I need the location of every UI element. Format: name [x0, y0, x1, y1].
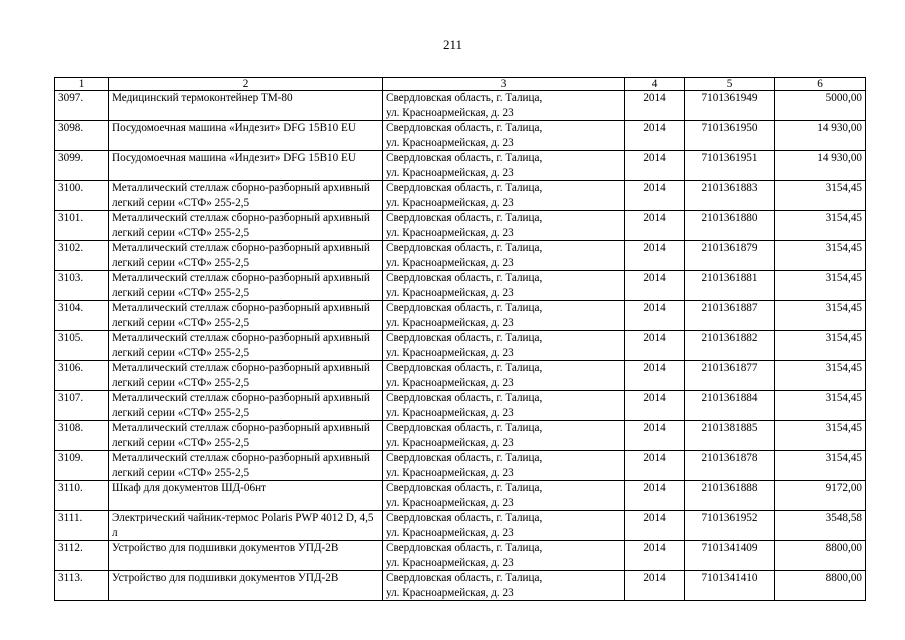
row-number: 3102. [55, 241, 109, 271]
item-name: Металлический стеллаж сборно-разборный архивный легкий серии «СТФ» 255-2,5 [109, 271, 383, 301]
inventory-number: 2101361883 [685, 181, 775, 211]
item-cost: 3154,45 [775, 271, 866, 301]
table-row [55, 181, 866, 211]
item-address [383, 211, 625, 241]
item-cost: 8800,00 [775, 541, 866, 571]
item-cost: 3154,45 [775, 391, 866, 421]
item-cost: 3154,45 [775, 361, 866, 391]
item-cost: 9172,00 [775, 481, 866, 511]
row-number: 3113. [55, 571, 109, 601]
address-line-2: ул. Красноармейская, д. 23 [386, 376, 514, 389]
address-line-1: Свердловская область, г. Талица, [386, 302, 543, 314]
item-address [383, 121, 625, 151]
inventory-number: 7101361949 [685, 91, 775, 121]
item-year: 2014 [625, 571, 685, 601]
address-line-1: Свердловская область, г. Талица, [386, 572, 543, 584]
item-year: 2014 [625, 451, 685, 481]
item-name: Медицинский термоконтейнер ТМ-80 [109, 91, 383, 121]
address-line-2: ул. Красноармейская, д. 23 [386, 136, 514, 149]
table-row [55, 391, 866, 421]
item-year: 2014 [625, 271, 685, 301]
address-line-2: ул. Красноармейская, д. 23 [386, 346, 514, 359]
address-line-2: ул. Красноармейская, д. 23 [386, 466, 514, 479]
property-registry-table [54, 77, 866, 601]
inventory-number: 2101361888 [685, 481, 775, 511]
item-year: 2014 [625, 91, 685, 121]
table-row [55, 571, 866, 601]
item-year: 2014 [625, 421, 685, 451]
inventory-number: 2101361884 [685, 391, 775, 421]
address-line-1: Свердловская область, г. Талица, [386, 332, 543, 344]
table-row [55, 301, 866, 331]
item-year: 2014 [625, 481, 685, 511]
item-name: Электрический чайник-термос Polaris PWP 4012 D, 4,5 л [109, 511, 383, 541]
address-line-2: ул. Красноармейская, д. 23 [386, 256, 514, 269]
item-address [383, 151, 625, 181]
item-cost: 8800,00 [775, 571, 866, 601]
column-header-6: 6 [775, 78, 866, 91]
item-name: Металлический стеллаж сборно-разборный архивный легкий серии «СТФ» 255-2,5 [109, 241, 383, 271]
column-header-5: 5 [685, 78, 775, 91]
inventory-number: 7101361951 [685, 151, 775, 181]
table-row [55, 91, 866, 121]
row-number: 3109. [55, 451, 109, 481]
item-address [383, 391, 625, 421]
inventory-number: 2101361880 [685, 211, 775, 241]
address-line-1: Свердловская область, г. Талица, [386, 392, 543, 404]
column-header-3: 3 [383, 78, 625, 91]
address-line-2: ул. Красноармейская, д. 23 [386, 436, 514, 449]
inventory-number: 7101361950 [685, 121, 775, 151]
table-row [55, 241, 866, 271]
item-cost: 3548,58 [775, 511, 866, 541]
table-row [55, 481, 866, 511]
address-line-1: Свердловская область, г. Талица, [386, 422, 543, 434]
address-line-2: ул. Красноармейская, д. 23 [386, 586, 514, 599]
item-year: 2014 [625, 181, 685, 211]
address-line-2: ул. Красноармейская, д. 23 [386, 196, 514, 209]
table-row [55, 151, 866, 181]
inventory-number: 2101361882 [685, 331, 775, 361]
table-row [55, 211, 866, 241]
item-address [383, 451, 625, 481]
item-name: Устройство для подшивки документов УПД-2В [109, 571, 383, 601]
address-line-1: Свердловская область, г. Талица, [386, 272, 543, 284]
item-cost: 3154,45 [775, 181, 866, 211]
item-name: Шкаф для документов ШД-06нт [109, 481, 383, 511]
item-name: Металлический стеллаж сборно-разборный архивный легкий серии «СТФ» 255-2,5 [109, 181, 383, 211]
table-row [55, 271, 866, 301]
item-name: Металлический стеллаж сборно-разборный архивный легкий серии «СТФ» 255-2,5 [109, 451, 383, 481]
column-header-4: 4 [625, 78, 685, 91]
address-line-2: ул. Красноармейская, д. 23 [386, 286, 514, 299]
row-number: 3112. [55, 541, 109, 571]
row-number: 3107. [55, 391, 109, 421]
table-row [55, 361, 866, 391]
item-year: 2014 [625, 121, 685, 151]
address-line-1: Свердловская область, г. Талица, [386, 242, 543, 254]
address-line-1: Свердловская область, г. Талица, [386, 452, 543, 464]
table-row [55, 421, 866, 451]
address-line-1: Свердловская область, г. Талица, [386, 482, 543, 494]
item-name: Металлический стеллаж сборно-разборный архивный легкий серии «СТФ» 255-2,5 [109, 421, 383, 451]
address-line-1: Свердловская область, г. Талица, [386, 92, 543, 104]
item-name: Металлический стеллаж сборно-разборный архивный легкий серии «СТФ» 255-2,5 [109, 391, 383, 421]
item-address [383, 361, 625, 391]
item-address [383, 511, 625, 541]
inventory-number: 2101361881 [685, 271, 775, 301]
address-line-1: Свердловская область, г. Талица, [386, 212, 543, 224]
page-number: 211 [442, 37, 463, 52]
item-name: Металлический стеллаж сборно-разборный архивный легкий серии «СТФ» 255-2,5 [109, 211, 383, 241]
address-line-2: ул. Красноармейская, д. 23 [386, 106, 514, 119]
table-header-row [55, 78, 866, 91]
item-year: 2014 [625, 301, 685, 331]
item-year: 2014 [625, 391, 685, 421]
address-line-1: Свердловская область, г. Талица, [386, 182, 543, 194]
item-cost: 5000,00 [775, 91, 866, 121]
row-number: 3106. [55, 361, 109, 391]
item-year: 2014 [625, 541, 685, 571]
item-address [383, 481, 625, 511]
item-address [383, 301, 625, 331]
table-row [55, 511, 866, 541]
table-body [55, 91, 866, 601]
row-number: 3100. [55, 181, 109, 211]
table-row [55, 331, 866, 361]
item-address [383, 241, 625, 271]
address-line-2: ул. Красноармейская, д. 23 [386, 526, 514, 539]
address-line-1: Свердловская область, г. Талица, [386, 122, 543, 134]
table-row [55, 541, 866, 571]
item-name: Металлический стеллаж сборно-разборный архивный легкий серии «СТФ» 255-2,5 [109, 361, 383, 391]
row-number: 3098. [55, 121, 109, 151]
item-year: 2014 [625, 361, 685, 391]
item-year: 2014 [625, 211, 685, 241]
address-line-2: ул. Красноармейская, д. 23 [386, 226, 514, 239]
item-year: 2014 [625, 331, 685, 361]
address-line-1: Свердловская область, г. Талица, [386, 152, 543, 164]
column-header-2: 2 [109, 78, 383, 91]
inventory-number: 7101341410 [685, 571, 775, 601]
inventory-number: 7101361952 [685, 511, 775, 541]
item-address [383, 541, 625, 571]
item-address [383, 421, 625, 451]
item-cost: 3154,45 [775, 211, 866, 241]
row-number: 3108. [55, 421, 109, 451]
address-line-2: ул. Красноармейская, д. 23 [386, 556, 514, 569]
item-name: Посудомоечная машина «Индезит» DFG 15B10 EU [109, 151, 383, 181]
inventory-number: 7101341409 [685, 541, 775, 571]
item-cost: 3154,45 [775, 301, 866, 331]
address-line-2: ул. Красноармейская, д. 23 [386, 496, 514, 509]
inventory-number: 2101361887 [685, 301, 775, 331]
item-name: Металлический стеллаж сборно-разборный архивный легкий серии «СТФ» 255-2,5 [109, 301, 383, 331]
row-number: 3097. [55, 91, 109, 121]
row-number: 3110. [55, 481, 109, 511]
item-cost: 14 930,00 [775, 121, 866, 151]
table-row [55, 121, 866, 151]
item-cost: 3154,45 [775, 241, 866, 271]
row-number: 3111. [55, 511, 109, 541]
item-year: 2014 [625, 511, 685, 541]
row-number: 3101. [55, 211, 109, 241]
row-number: 3104. [55, 301, 109, 331]
item-address [383, 181, 625, 211]
item-address [383, 271, 625, 301]
item-address [383, 571, 625, 601]
item-cost: 14 930,00 [775, 151, 866, 181]
address-line-1: Свердловская область, г. Талица, [386, 362, 543, 374]
inventory-number: 2101361877 [685, 361, 775, 391]
item-cost: 3154,45 [775, 421, 866, 451]
table-row [55, 451, 866, 481]
item-year: 2014 [625, 241, 685, 271]
row-number: 3105. [55, 331, 109, 361]
inventory-number: 2101361878 [685, 451, 775, 481]
row-number: 3103. [55, 271, 109, 301]
item-address [383, 91, 625, 121]
address-line-2: ул. Красноармейская, д. 23 [386, 406, 514, 419]
item-name: Металлический стеллаж сборно-разборный архивный легкий серии «СТФ» 255-2,5 [109, 331, 383, 361]
item-cost: 3154,45 [775, 331, 866, 361]
column-header-1: 1 [55, 78, 109, 91]
address-line-1: Свердловская область, г. Талица, [386, 542, 543, 554]
item-name: Посудомоечная машина «Индезит» DFG 15B10 EU [109, 121, 383, 151]
address-line-2: ул. Красноармейская, д. 23 [386, 316, 514, 329]
inventory-number: 2101361879 [685, 241, 775, 271]
inventory-number: 2101381885 [685, 421, 775, 451]
item-cost: 3154,45 [775, 451, 866, 481]
item-name: Устройство для подшивки документов УПД-2В [109, 541, 383, 571]
item-year: 2014 [625, 151, 685, 181]
address-line-1: Свердловская область, г. Талица, [386, 512, 543, 524]
item-address [383, 331, 625, 361]
address-line-2: ул. Красноармейская, д. 23 [386, 166, 514, 179]
row-number: 3099. [55, 151, 109, 181]
